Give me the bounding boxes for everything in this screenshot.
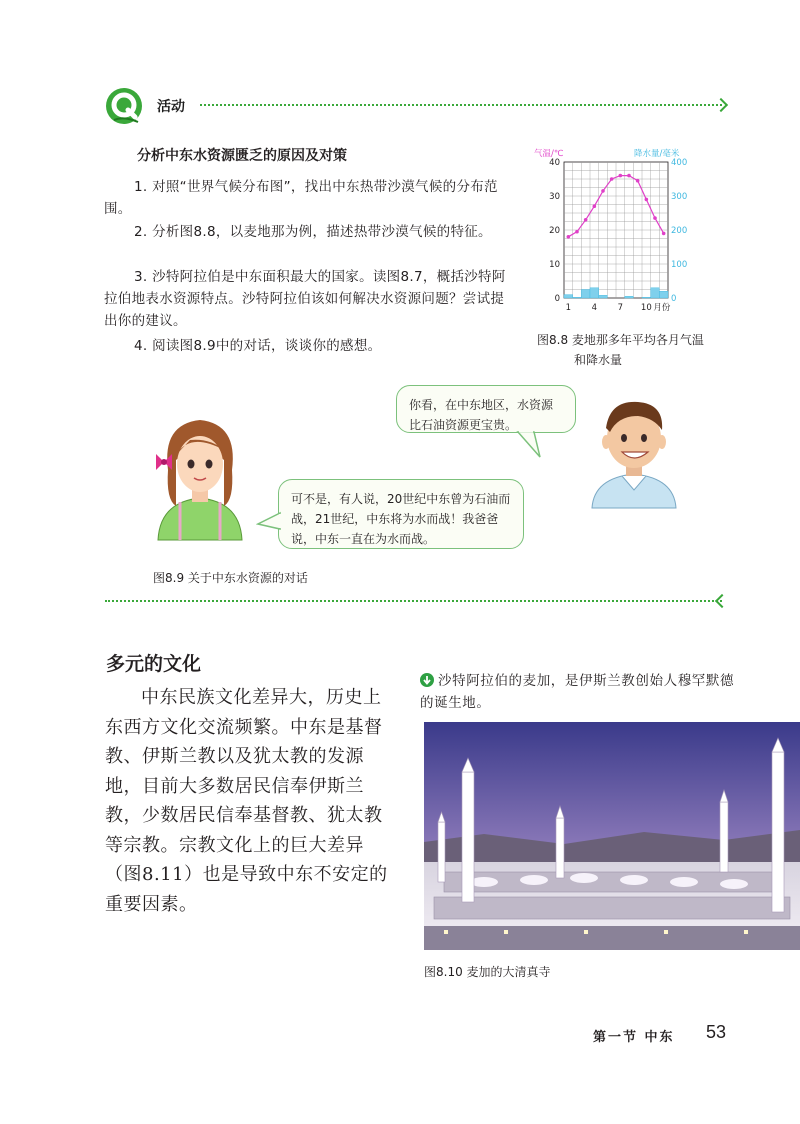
girl-speech-text: 可不是，有人说，20世纪中东曾为石油而战，21世纪，中东将为水而战！我爸爸说，中东一直在为水而战。 <box>291 492 511 546</box>
right-tick-label: 200 <box>671 226 688 236</box>
divider-bottom <box>105 600 722 602</box>
section-title: 多元的文化 <box>106 653 202 675</box>
mosque-photo <box>424 722 800 950</box>
x-tick-labels <box>566 303 652 313</box>
precip-bar <box>625 296 634 298</box>
bubble-tail <box>256 510 282 534</box>
temperature-point <box>662 232 666 236</box>
y-axis-label-left: 气温/℃ <box>534 149 564 159</box>
chart-caption-line2: 和降水量 <box>574 353 623 367</box>
boy-speech-bubble <box>396 385 576 433</box>
right-tick-label: 100 <box>671 260 688 270</box>
right-tick-label: 400 <box>671 158 688 168</box>
task-title: 分析中东水资源匮乏的原因及对策 <box>137 148 347 164</box>
task-item-3: 3. 沙特阿拉伯是中东面积最大的国家。读图8.7，概括沙特阿拉伯地表水资源特点。沙特阿拉伯该如何解决水资源问题？尝试提出你的建议。 <box>104 269 506 329</box>
temperature-point <box>619 174 623 178</box>
chart-caption-line1: 图8.8 麦地那多年平均各月气温 <box>537 333 704 347</box>
girl-illustration <box>150 410 250 545</box>
temperature-point <box>653 216 657 220</box>
left-tick-label: 20 <box>549 226 560 236</box>
left-tick-label: 30 <box>549 192 560 202</box>
chevron-right-icon <box>714 98 728 112</box>
precip-bar <box>659 291 668 298</box>
dialogue-caption: 图8.9 关于中东水资源的对话 <box>153 571 308 585</box>
right-tick-labels <box>671 158 687 304</box>
x-axis-unit: 月份 <box>653 303 671 313</box>
x-tick-label: 1 <box>565 303 572 313</box>
activity-label: 活动 <box>157 99 185 115</box>
chevron-left-icon <box>715 594 729 608</box>
photo-note-text: 沙特阿拉伯的麦加，是伊斯兰教创始人穆罕默德的诞生地。 <box>420 673 735 711</box>
left-tick-labels <box>549 158 560 304</box>
temperature-point <box>627 174 631 178</box>
chart-grid <box>564 162 668 298</box>
activity-icon <box>104 86 144 126</box>
left-tick-label: 40 <box>549 158 560 168</box>
footer-section: 第一节 中东 <box>593 1030 675 1045</box>
task-item-1: 1. 对照“世界气候分布图”，找出中东热带沙漠气候的分布范围。 <box>104 179 498 217</box>
precip-bar <box>651 288 660 298</box>
section-body: 中东民族文化差异大，历史上东西方文化交流频繁。中东是基督教、伊斯兰教以及犹太教的发源地，目前大多数居民信奉伊斯兰教，少数居民信奉基督教、犹太教等宗教。宗教文化上的巨大差异（图8.11）也是导致中东不安定的重要因素。 <box>105 687 388 915</box>
climate-chart <box>528 146 698 326</box>
x-tick-label: 10 <box>640 303 652 313</box>
temperature-point <box>636 179 640 183</box>
right-tick-label: 0 <box>671 294 677 304</box>
temperature-point <box>575 230 579 234</box>
divider-top <box>200 104 722 106</box>
photo-note <box>420 670 740 714</box>
temperature-point <box>601 189 605 193</box>
left-tick-label: 10 <box>549 260 560 270</box>
temperature-point <box>610 177 614 181</box>
precip-bar <box>590 288 599 298</box>
task-item-4: 4. 阅读图8.9中的对话，谈谈你的感想。 <box>134 338 382 354</box>
precip-bar <box>573 297 582 298</box>
y-axis-label-right: 降水量/毫米 <box>634 149 680 159</box>
boy-speech-text: 你看，在中东地区，水资源比石油资源更宝贵。 <box>409 398 554 432</box>
precip-bar <box>581 290 590 299</box>
precip-bar <box>564 295 573 298</box>
temperature-point <box>567 235 571 239</box>
girl-speech-bubble <box>278 479 524 549</box>
precip-bar <box>642 297 651 298</box>
precip-bar <box>599 295 608 298</box>
x-tick-label: 4 <box>591 303 598 313</box>
right-tick-label: 300 <box>671 192 688 202</box>
bubble-tail <box>516 431 546 461</box>
boy-illustration <box>588 382 680 512</box>
temperature-point <box>645 198 649 202</box>
task-item-2: 2. 分析图8.8，以麦地那为例，描述热带沙漠气候的特征。 <box>134 224 492 240</box>
temperature-point <box>584 218 588 222</box>
x-tick-label: 7 <box>617 303 624 313</box>
chart-caption <box>537 330 704 370</box>
page-number: 53 <box>706 1022 727 1042</box>
left-tick-label: 0 <box>554 294 560 304</box>
temperature-point <box>593 204 597 208</box>
arrow-down-icon <box>420 673 434 687</box>
photo-caption: 图8.10 麦加的大清真寺 <box>424 965 551 979</box>
